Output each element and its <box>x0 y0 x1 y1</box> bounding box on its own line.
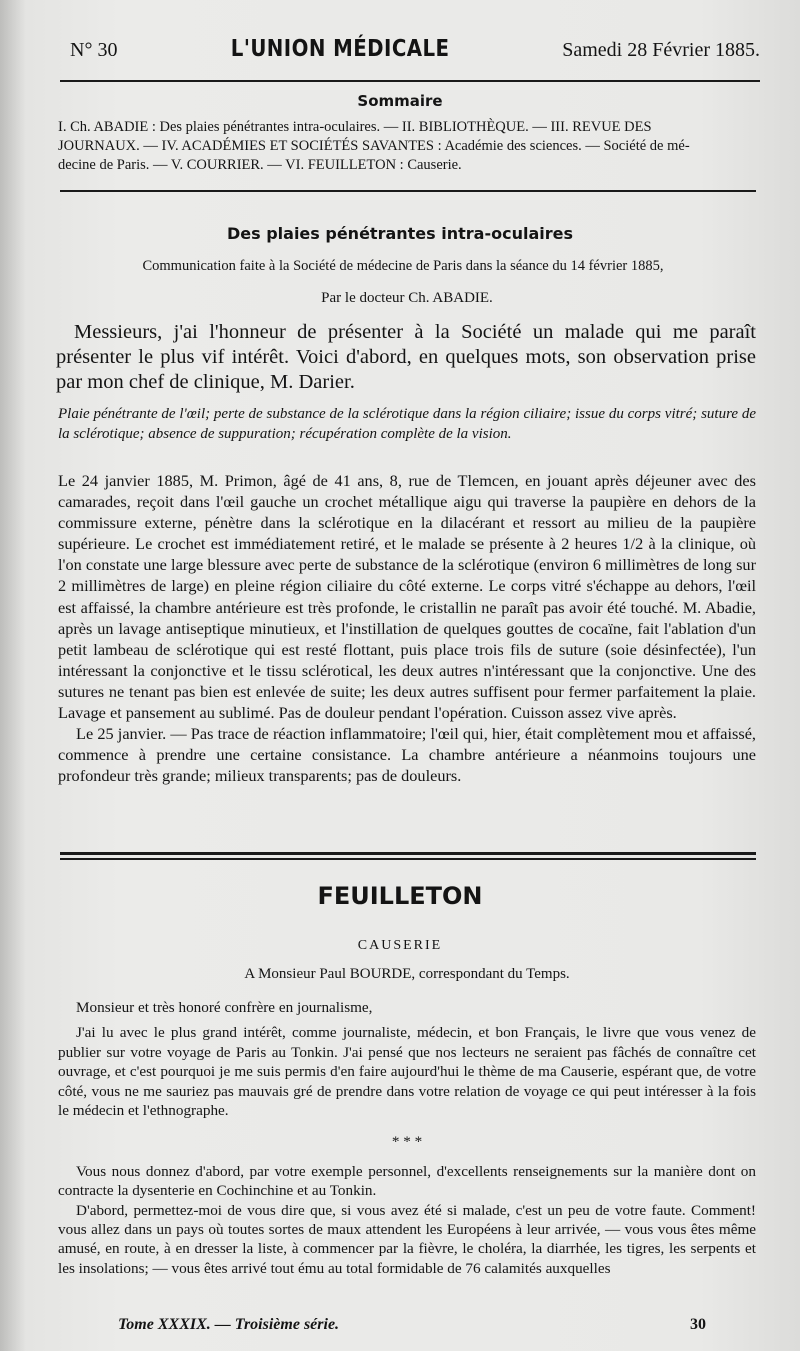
issue-date: Samedi 28 Février 1885. <box>562 39 760 61</box>
article-intro: Messieurs, j'ai l'honneur de présenter à la Société un malade qui me paraît présenter le plus vif intérêt. Voici d'abord, en quelques mots, son observation prise par mon chef de clinique, M. Darier. <box>56 321 756 393</box>
feuilleton-title: FEUILLETON <box>317 882 483 910</box>
summary-line: decine de Paris. — V. COURRIER. — VI. FEUILLETON : Causerie. <box>58 157 462 173</box>
article-communication: Communication faite à la Société de médecine de Paris dans la séance du 14 février 1885, <box>142 258 664 274</box>
feuilleton-rule-bottom <box>60 858 756 860</box>
feuilleton-paragraph-1: J'ai lu avec le plus grand intérêt, comme journaliste, médecin, et bon Français, le livre que vous venez de publier sur votre voyage de Paris au Tonkin. J'ai pensé que nos lecteurs ne seraient pas fâchés de connaître cet ouvrage, et c'est pourquoi je me suis permis d'en faire aujourd'hui le thème de ma Causerie, espérant que, de votre côté, vous ne me sauriez pas mauvais gré de prendre dans votre relation de voyage ce qui peut intéresser à la fois le médecin et l'ethnographe. <box>58 1024 756 1120</box>
feuilleton-subtitle: CAUSERIE <box>357 938 443 953</box>
feuilleton-salutation: Monsieur et très honoré confrère en journalisme, <box>76 999 373 1016</box>
feuilleton-paragraph-2: Vous nous donnez d'abord, par votre exemple personnel, d'excellents renseignements sur la manière dont on contracte la dysenterie en Cochinchine et au Tonkin. <box>58 1162 756 1200</box>
journal-title: L'UNION MÉDICALE <box>230 36 450 62</box>
feuilleton-paragraph-3: D'abord, permettez-moi de vous dire que, si vous avez été si malade, c'est un peu de votre faute. Comment! vous allez dans un pays où toutes sortes de maux attendent les Européens à leur arrivée, — vous vous êtes même amusé, en route, à en dresser la liste, à commencer par la fièvre, le choléra, la diarrhée, les tigres, les serpents et les insolations; — vous êtes arrivé tout ému au total formidable de 76 calamités auxquelles <box>58 1201 756 1277</box>
page-header <box>70 36 760 76</box>
footer-page-number: 30 <box>690 1316 706 1333</box>
summary-title: Sommaire <box>357 92 443 110</box>
header-rule <box>60 80 760 82</box>
summary-line: I. Ch. ABADIE : Des plaies pénétrantes intra-oculaires. — II. BIBLIOTHÈQUE. — III. REVUE DES <box>58 119 652 135</box>
summary-body <box>58 118 756 175</box>
case-paragraph-2: Le 25 janvier. — Pas trace de réaction inflammatoire; l'œil qui, hier, était complètement mou et affaissé, commence à prendre une certaine consistance. La chambre antérieure a néanmoins toujours une profondeur très grande; milieux transparents; pas de douleurs. <box>58 724 756 786</box>
feuilleton-separator: * * * <box>391 1133 423 1151</box>
summary-rule <box>60 190 756 192</box>
issue-number: N° 30 <box>70 39 118 61</box>
summary-line: JOURNAUX. — IV. ACADÉMIES ET SOCIÉTÉS SAVANTES : Académie des sciences. — Société de mé- <box>58 138 690 154</box>
case-paragraph-1: Le 24 janvier 1885, M. Primon, âgé de 41 ans, 8, rue de Tlemcen, en jouant après déjeuner avec des camarades, reçoit dans l'œil gauche un crochet métallique aigu qui traverse la paupière en dehors de la commissure externe, pénètre dans la sclérotique en la dilacérant et ressort au milieu de la paupière supérieure. Le crochet est immédiatement retiré, et le malade se présente à 2 heures 1/2 à la clinique, où l'on constate une large blessure avec perte de substance de la sclérotique (environ 6 millimètres de long sur 2 millimètres de large) en pleine région ciliaire du côté externe. Le corps vitré s'échappe au dehors, l'œil est affaissé, la chambre antérieure est très profonde, le cristallin ne paraît pas avoir été touché. M. Abadie, après un lavage antiseptique minutieux, et l'instillation de quelques gouttes de cocaïne, fait l'ablation d'un petit lambeau de sclérotique qui est resté flottant, puis place trois fils de suture (soie désinfectée), l'un intéressant la conjonctive et le tissu sclérotical, les deux autres n'intéressant que la conjonctive. Une des sutures ne tenant pas bien est enlevée de suite; les deux autres suffisent pour fermer parfaitement la plaie. Lavage et pansement au sublimé. Pas de douleur pendant l'opération. Cuisson assez vive après. <box>58 471 756 723</box>
article-byline: Par le docteur Ch. ABADIE. <box>321 290 493 306</box>
page-footer <box>118 1316 706 1334</box>
feuilleton-rule-top <box>60 852 756 855</box>
feuilleton-body <box>58 998 756 1278</box>
feuilleton-dedication: A Monsieur Paul BOURDE, correspondant du Temps. <box>244 966 570 982</box>
case-title: Plaie pénétrante de l'œil; perte de substance de la sclérotique dans la région ciliaire; issue du corps vitré; suture de la sclérotique; absence de suppuration; récupération complète de la vision. <box>58 406 756 442</box>
footer-volume: Tome XXXIX. — Troisième série. <box>118 1316 340 1333</box>
case-report <box>58 470 756 786</box>
article-title: Des plaies pénétrantes intra-oculaires <box>226 224 573 243</box>
